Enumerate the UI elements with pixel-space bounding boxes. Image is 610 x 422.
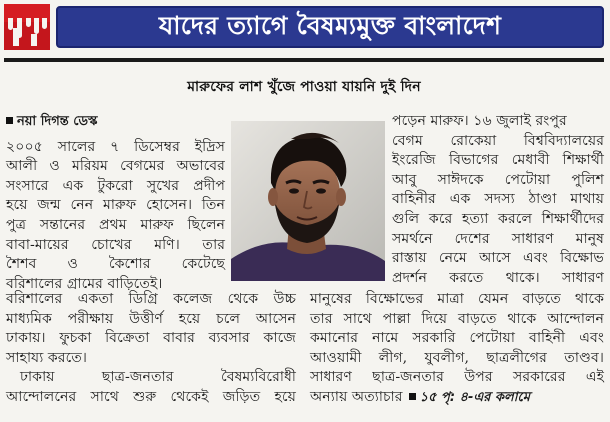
body-line: আলী ও মরিয়ম বেগমের অভাবের	[6, 158, 225, 175]
blood-drip-logo-icon	[4, 4, 50, 50]
body-line: ২০০৫ সালের ৭ ডিসেম্বর ইদ্রিস	[6, 138, 225, 155]
body-line: বাবা-মায়ের চোখের মণি। তার	[6, 236, 225, 253]
body-line: মাধ্যমিক পরীক্ষায় উত্তীর্ণ হয়ে চলে আসেন	[6, 310, 296, 327]
body-line: পুত্র সন্তানের প্রথম মারুফ ছিলেন	[6, 216, 225, 233]
headline-rule	[4, 58, 604, 62]
body-line: আবু সাঈদকে পেটোয়া পুলিশ	[392, 171, 604, 188]
body-line: রাস্তায় নেমে আসে এবং বিক্ষোভ	[392, 250, 604, 267]
body-line-last: অন্যায় অত্যাচার ১৫ পৃ: ৪-এর কলামে	[310, 388, 530, 405]
body-line: পড়েন মারুফ। ১৬ জুলাই রংপুর	[392, 113, 567, 129]
body-line: তার সাথে পাল্লা দিয়ে বাড়তে থাকে আন্দোলন	[310, 310, 604, 327]
column-1-lower	[6, 290, 296, 408]
body-line: সমর্থনে দেশের সাধারণ মানুষ	[392, 230, 604, 247]
body-line: সাধারণ ছাত্র-জনতার উপর সরকারের এই	[310, 369, 604, 386]
article-headline: মারুফের লাশ খুঁজে পাওয়া যায়নি দুই দিন	[187, 79, 421, 95]
body-line: বরিশালের একতা ডিগ্রি কলেজ থেকে উচ্চ	[6, 291, 296, 307]
body-line: সাহায্য করতে।	[6, 349, 88, 366]
body-line: সংসারে এক টুকরো সুখের প্রদীপ	[6, 177, 225, 194]
body-line: বরিশালের গ্রামের বাড়িতেই।	[6, 275, 163, 292]
body-line: গুলি করে হত্যা করলে শিক্ষার্থীদের	[392, 210, 604, 227]
body-line: আন্দোলনের সাথে শুরু থেকেই জড়িত হয়ে	[6, 388, 296, 405]
body-line: মানুষের বিক্ষোভের মাত্রা যেমন বাড়তে থাকে	[310, 291, 604, 307]
series-banner	[56, 6, 604, 48]
body-line: ঢাকায়। ফুচকা বিক্রেতা বাবার ব্যবসার কাজে	[6, 330, 296, 347]
column-2	[392, 112, 604, 288]
body-line: ইংরেজি বিভাগের মেধাবী শিক্ষার্থী	[392, 152, 604, 169]
bullet-square-icon	[409, 393, 416, 400]
dateline: নয়া দিগন্ত ডেস্ক	[6, 112, 225, 132]
series-banner-title: যাদের ত্যাগে বৈষম্যমুক্ত বাংলাদেশ	[158, 10, 502, 40]
body-line: ঢাকায় ছাত্র-জনতার বৈষম্যবিরোধী	[20, 369, 296, 386]
body-line: আওয়ামী লীগ, যুবলীগ, ছাত্রলীগের তাণ্ডব।	[310, 349, 604, 366]
body-line: বাহিনীর এক সদস্য ঠাণ্ডা মাথায়	[392, 191, 604, 208]
jump-reference: ১৫ পৃ: ৪-এর কলামে	[403, 390, 530, 405]
body-line: শৈশব ও কৈশোর কেটেছে	[6, 256, 225, 273]
body-line: হয়ে জন্ম নেন মারুফ হোসেন। তিন	[6, 197, 225, 214]
body-line: বেগম রোকেয়া বিশ্ববিদ্যালয়ের	[392, 132, 604, 149]
column-1	[6, 112, 225, 294]
column-2-lower	[310, 290, 604, 408]
portrait-photo	[231, 121, 385, 281]
bullet-square-icon	[6, 117, 13, 124]
body-line: কমানোর নামে সরকারি পেটোয়া বাহিনী এবং	[310, 330, 604, 347]
body-line: প্রদর্শন করতে থাকে। সাধারণ	[392, 269, 604, 286]
